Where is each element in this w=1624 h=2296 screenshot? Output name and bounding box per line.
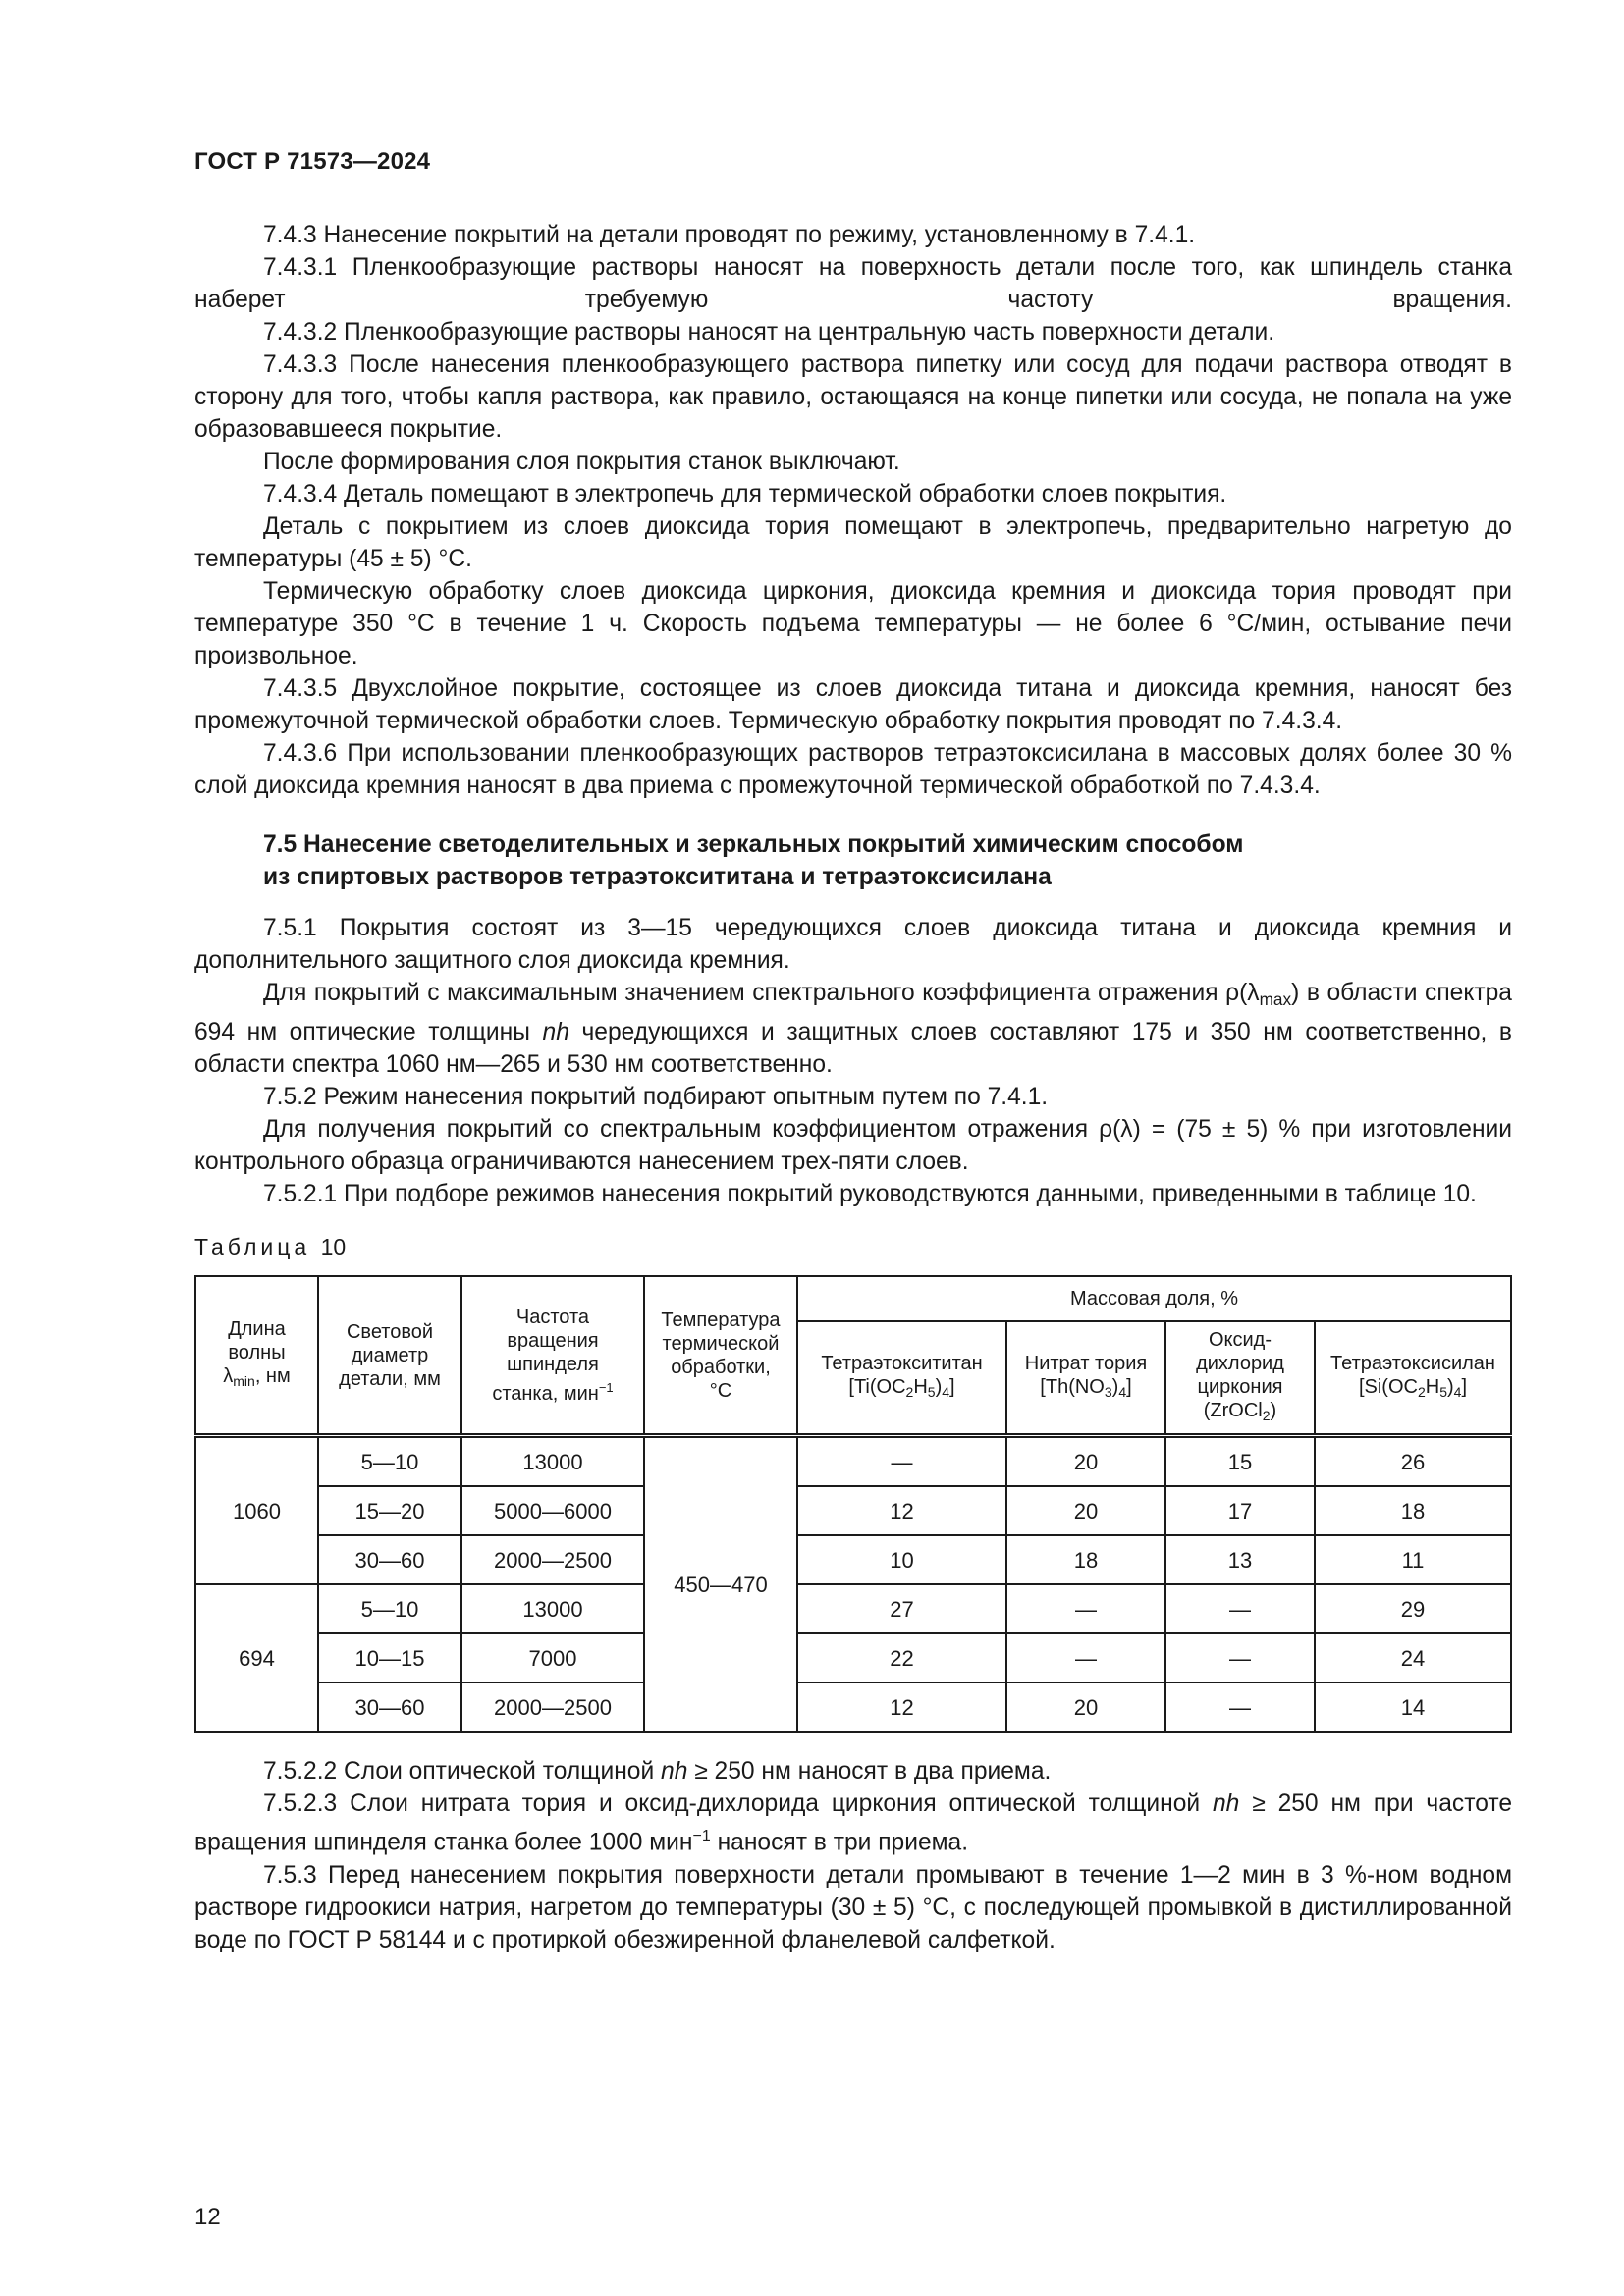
cell-ti: 12 — [797, 1682, 1006, 1732]
cell-zr: — — [1165, 1633, 1315, 1682]
table-row — [195, 1584, 1511, 1633]
paragraph-7-5-1: 7.5.1 Покрытия состоят из 3—15 чередующихся слоев диоксида титана и диоксида кремния и дополнительного защитного слоя диоксида кремния. — [194, 915, 1512, 974]
paragraph-7-4-3-4: 7.4.3.4 Деталь помещают в электропечь для термической обработки слоев покрытия. — [263, 481, 1227, 507]
paragraph-reflectance: Для получения покрытий со спектральным коэффициентом отражения ρ(λ) = (75 ± 5) % при изготовлении контрольного образца ограничиваются нанесением трех-пяти слоев. — [194, 1116, 1512, 1176]
cell-ti: — — [797, 1436, 1006, 1487]
cell-diameter: 30—60 — [318, 1535, 461, 1584]
cell-th: 18 — [1006, 1535, 1165, 1584]
paragraph-7-5-2-1: 7.5.2.1 При подборе режимов нанесения покрытий руководствуются данными, приведенными в таблице 10. — [263, 1181, 1477, 1208]
cell-th: 20 — [1006, 1682, 1165, 1732]
cell-si: 24 — [1315, 1633, 1511, 1682]
table-row — [195, 1486, 1511, 1535]
cell-frequency: 2000—2500 — [461, 1682, 644, 1732]
cell-diameter: 5—10 — [318, 1584, 461, 1633]
table-10 — [194, 1275, 1512, 1733]
document-header: ГОСТ Р 71573—2024 — [194, 148, 431, 175]
paragraph-7-4-3-1: 7.4.3.1 Пленкообразующие растворы наносят на поверхность детали после того, как шпиндель станка наберет требуемую частоту вращения. — [194, 254, 1512, 313]
section-heading-line-1: 7.5 Нанесение светоделительных и зеркальных покрытий химическим способом — [263, 831, 1244, 858]
table-caption-word: Таблица — [194, 1234, 311, 1260]
cell-si: 26 — [1315, 1436, 1511, 1487]
header-frequency: Частота вращения шпинделя станка, мин$^{-1}$ — [461, 1276, 644, 1436]
paragraph-spectral: Для покрытий с максимальным значением спектрального коэффициента отражения $\rho(\lambda_{max})$ в области спектра 694 нм оптические толщины nh чередующихся и защитных слоев составляют 175 и 350 нм соответственно, в области спектра 1060 нм—265 и 530 нм соответственно. — [194, 980, 1512, 1079]
cell-wavelength: 1060 — [195, 1436, 318, 1585]
cell-zr: 13 — [1165, 1535, 1315, 1584]
paragraph-7-5-2-2: 7.5.2.2 Слои оптической толщиной nh ≥ 250 нм наносят в два приема. — [263, 1758, 1052, 1786]
paragraph-7-5-2: 7.5.2 Режим нанесения покрытий подбирают опытным путем по 7.4.1. — [263, 1084, 1049, 1111]
cell-diameter: 15—20 — [318, 1486, 461, 1535]
cell-frequency: 2000—2500 — [461, 1535, 644, 1584]
cell-frequency: 13000 — [461, 1436, 644, 1487]
paragraph-thorium-oven: Деталь с покрытием из слоев диоксида тория помещают в электропечь, предварительно нагретую до температуры (45 ± 5) °С. — [194, 513, 1512, 572]
paragraph-7-4-3-2: 7.4.3.2 Пленкообразующие растворы наносят на центральную часть поверхности детали. — [263, 319, 1275, 346]
table-row — [195, 1436, 1511, 1487]
table-row — [195, 1633, 1511, 1682]
cell-si: 11 — [1315, 1535, 1511, 1584]
cell-th: 20 — [1006, 1436, 1165, 1487]
paragraph-7-4-3-5: 7.4.3.5 Двухслойное покрытие, состоящее из слоев диоксида титана и диоксида кремния, наносят без промежуточной термической обработки слоев. Термическую обработку покрытия проводят по 7.4.3.4. — [194, 675, 1512, 734]
cell-temperature: 450—470 — [644, 1436, 797, 1733]
paragraph-station-off: После формирования слоя покрытия станок выключают. — [263, 449, 900, 475]
header-mass-fraction: Массовая доля, % — [797, 1276, 1511, 1321]
cell-si: 14 — [1315, 1682, 1511, 1732]
paragraph-7-4-3-6: 7.4.3.6 При использовании пленкообразующих растворов тетраэтоксисилана в массовых долях более 30 % слой диоксида кремния наносят в два приема с промежуточной термической обработкой по 7.4.3.4. — [194, 740, 1512, 799]
cell-zr: — — [1165, 1584, 1315, 1633]
cell-wavelength: 694 — [195, 1584, 318, 1732]
cell-si: 29 — [1315, 1584, 1511, 1633]
header-si: Тетраэтоксисилан $[Si(OC_2H_5)_4]$ — [1315, 1321, 1511, 1436]
cell-si: 18 — [1315, 1486, 1511, 1535]
cell-frequency: 5000—6000 — [461, 1486, 644, 1535]
header-zr: Оксид- дихлорид циркония (ZrOCl$_2$) — [1165, 1321, 1315, 1436]
cell-frequency: 13000 — [461, 1584, 644, 1633]
cell-ti: 10 — [797, 1535, 1006, 1584]
cell-diameter: 10—15 — [318, 1633, 461, 1682]
cell-th: 20 — [1006, 1486, 1165, 1535]
cell-diameter: 30—60 — [318, 1682, 461, 1732]
header-wavelength: Длина волны $\lambda_{min}$, нм — [195, 1276, 318, 1436]
paragraph-7-4-3: 7.4.3 Нанесение покрытий на детали проводят по режиму, установленному в 7.4.1. — [263, 222, 1196, 248]
paragraph-7-5-3: 7.5.3 Перед нанесением покрытия поверхности детали промывают в течение 1—2 мин в 3 %-ном водном растворе гидроокиси натрия, нагретом до температуры (30 ± 5) °С, с последующей промывкой в дистиллированной воде по ГОСТ Р 58144 и с протиркой обезжиренной фланелевой салфеткой. — [194, 1861, 1512, 1953]
table-row — [195, 1682, 1511, 1732]
cell-th: — — [1006, 1633, 1165, 1682]
header-diameter: Световой диаметр детали, мм — [318, 1276, 461, 1436]
cell-frequency: 7000 — [461, 1633, 644, 1682]
cell-zr: 15 — [1165, 1436, 1315, 1487]
header-ti: Тетраэтоксититан $[Ti(OC_2H_5)_4]$ — [797, 1321, 1006, 1436]
header-temperature: Температура термической обработки, °С — [644, 1276, 797, 1436]
cell-zr: — — [1165, 1682, 1315, 1732]
document-body — [194, 219, 1512, 1956]
cell-th: — — [1006, 1584, 1165, 1633]
header-th: Нитрат тория $[Th(NO_3)_4]$ — [1006, 1321, 1165, 1436]
section-heading-line-2: из спиртовых растворов тетраэтоксититана и тетраэтоксисилана — [263, 864, 1052, 890]
cell-zr: 17 — [1165, 1486, 1315, 1535]
cell-ti: 22 — [797, 1633, 1006, 1682]
table-caption-number: 10 — [320, 1234, 347, 1260]
page-number: 12 — [194, 2204, 221, 2230]
paragraph-7-5-2-3: 7.5.2.3 Слои нитрата тория и оксид-дихлорида циркония оптической толщиной nh ≥ 250 нм при частоте вращения шпинделя станка более 1000 мин$^{-1}$ наносят в три приема. — [194, 1790, 1513, 1856]
cell-ti: 27 — [797, 1584, 1006, 1633]
paragraph-thermal-treatment: Термическую обработку слоев диоксида циркония, диоксида кремния и диоксида тория проводят при температуре 350 °С в течение 1 ч. Скорость подъема температуры — не более 6 °С/мин, остывание печи произвольное. — [194, 578, 1512, 669]
cell-ti: 12 — [797, 1486, 1006, 1535]
table-row — [195, 1535, 1511, 1584]
paragraph-7-4-3-3: 7.4.3.3 После нанесения пленкообразующего раствора пипетку или сосуд для подачи раствора отводят в сторону для того, чтобы капля раствора, как правило, остающаяся на конце пипетки или сосуда, не попала на уже образовавшееся покрытие. — [194, 351, 1512, 443]
table-caption — [194, 1231, 1512, 1263]
section-heading-7-5 — [194, 828, 1512, 893]
cell-diameter: 5—10 — [318, 1436, 461, 1487]
